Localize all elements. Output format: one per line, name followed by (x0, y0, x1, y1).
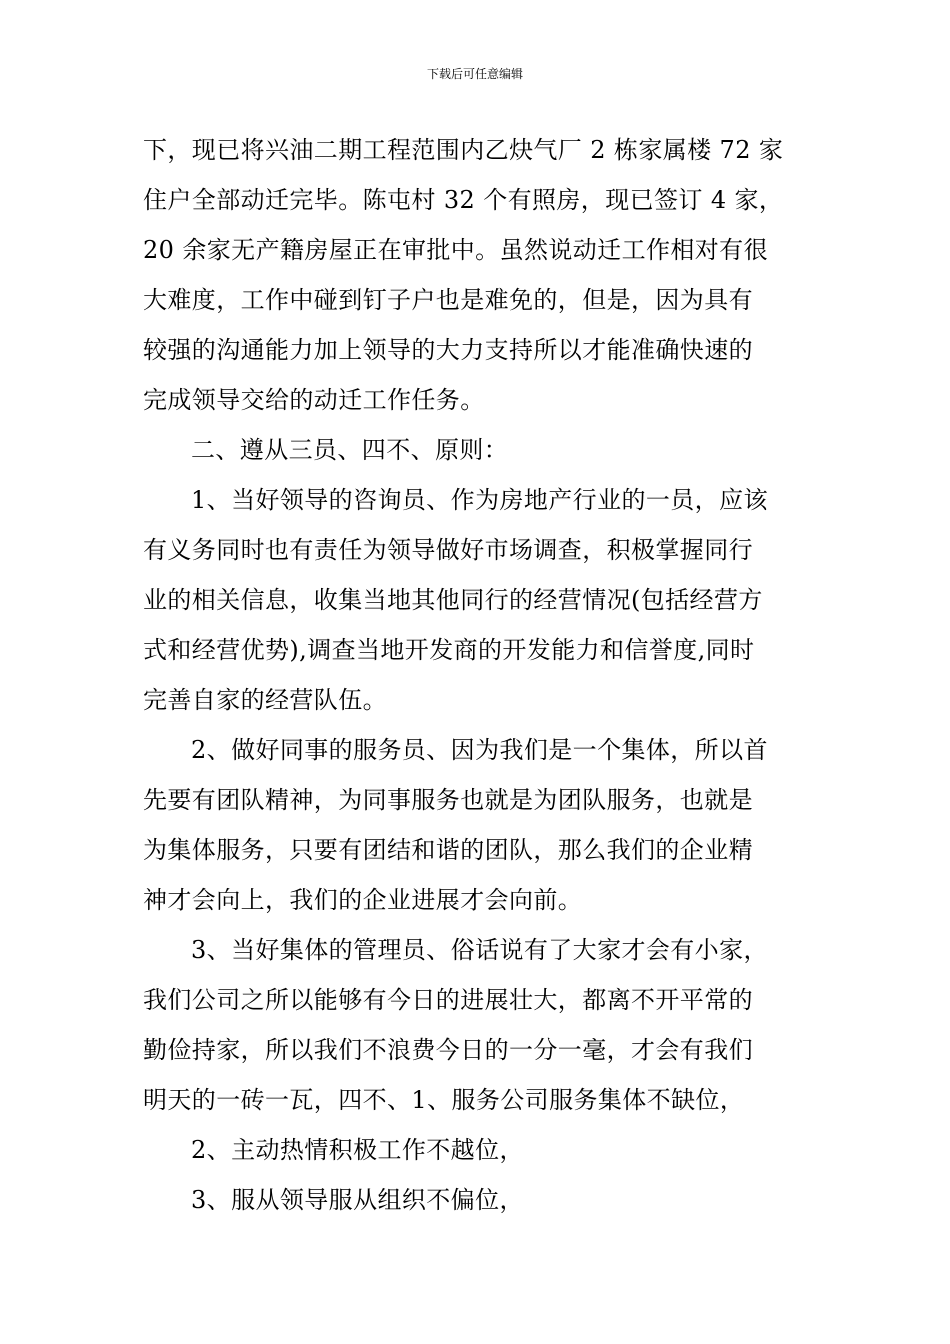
body-line: 式和经营优势),调查当地开发商的开发能力和信誉度,同时 (143, 636, 755, 664)
body-line: 住户全部动迁完毕。陈屯村 32 个有照房，现已签订 4 家， (143, 186, 784, 214)
body-line: 20 余家无产籍房屋正在审批中。虽然说动迁工作相对有很 (143, 236, 768, 264)
body-line: 我们公司之所以能够有今日的进展壮大，都离不开平常的 (143, 986, 753, 1014)
body-line: 有义务同时也有责任为领导做好市场调查，积极掌握同行 (143, 536, 753, 564)
body-line: 大难度，工作中碰到钉子户也是难免的，但是，因为具有 (143, 286, 753, 314)
paragraph-first-line: 2、主动热情积极工作不越位， (191, 1136, 524, 1164)
body-line: 为集体服务，只要有团结和谐的团队，那么我们的企业精 (143, 836, 753, 864)
body-line: 较强的沟通能力加上领导的大力支持所以才能准确快速的 (143, 336, 753, 364)
document-body (143, 130, 813, 1230)
body-line: 下，现已将兴油二期工程范围内乙炔气厂 2 栋家属楼 72 家 (143, 136, 784, 164)
body-line: 神才会向上，我们的企业进展才会向前。 (143, 886, 583, 914)
body-line: 业的相关信息，收集当地其他同行的经营情况(包括经营方 (143, 586, 763, 614)
body-line: 先要有团队精神，为同事服务也就是为团队服务，也就是 (143, 786, 753, 814)
body-line: 明天的一砖一瓦，四不、1、服务公司服务集体不缺位， (143, 1086, 745, 1114)
body-line: 完成领导交给的动迁工作任务。 (143, 386, 485, 414)
body-line: 勤俭持家，所以我们不浪费今日的一分一毫，才会有我们 (143, 1036, 753, 1064)
section-heading: 二、遵从三员、四不、原则： (191, 436, 509, 464)
paragraph-first-line: 2、做好同事的服务员、因为我们是一个集体，所以首 (191, 736, 768, 764)
paragraph-first-line: 3、当好集体的管理员、俗话说有了大家才会有小家， (191, 936, 768, 964)
page-header: 下载后可任意编辑 (426, 67, 523, 81)
paragraph-first-line: 3、服从领导服从组织不偏位， (191, 1186, 524, 1214)
paragraph-first-line: 1、当好领导的咨询员、作为房地产行业的一员，应该 (191, 486, 768, 514)
body-line: 完善自家的经营队伍。 (143, 686, 387, 714)
